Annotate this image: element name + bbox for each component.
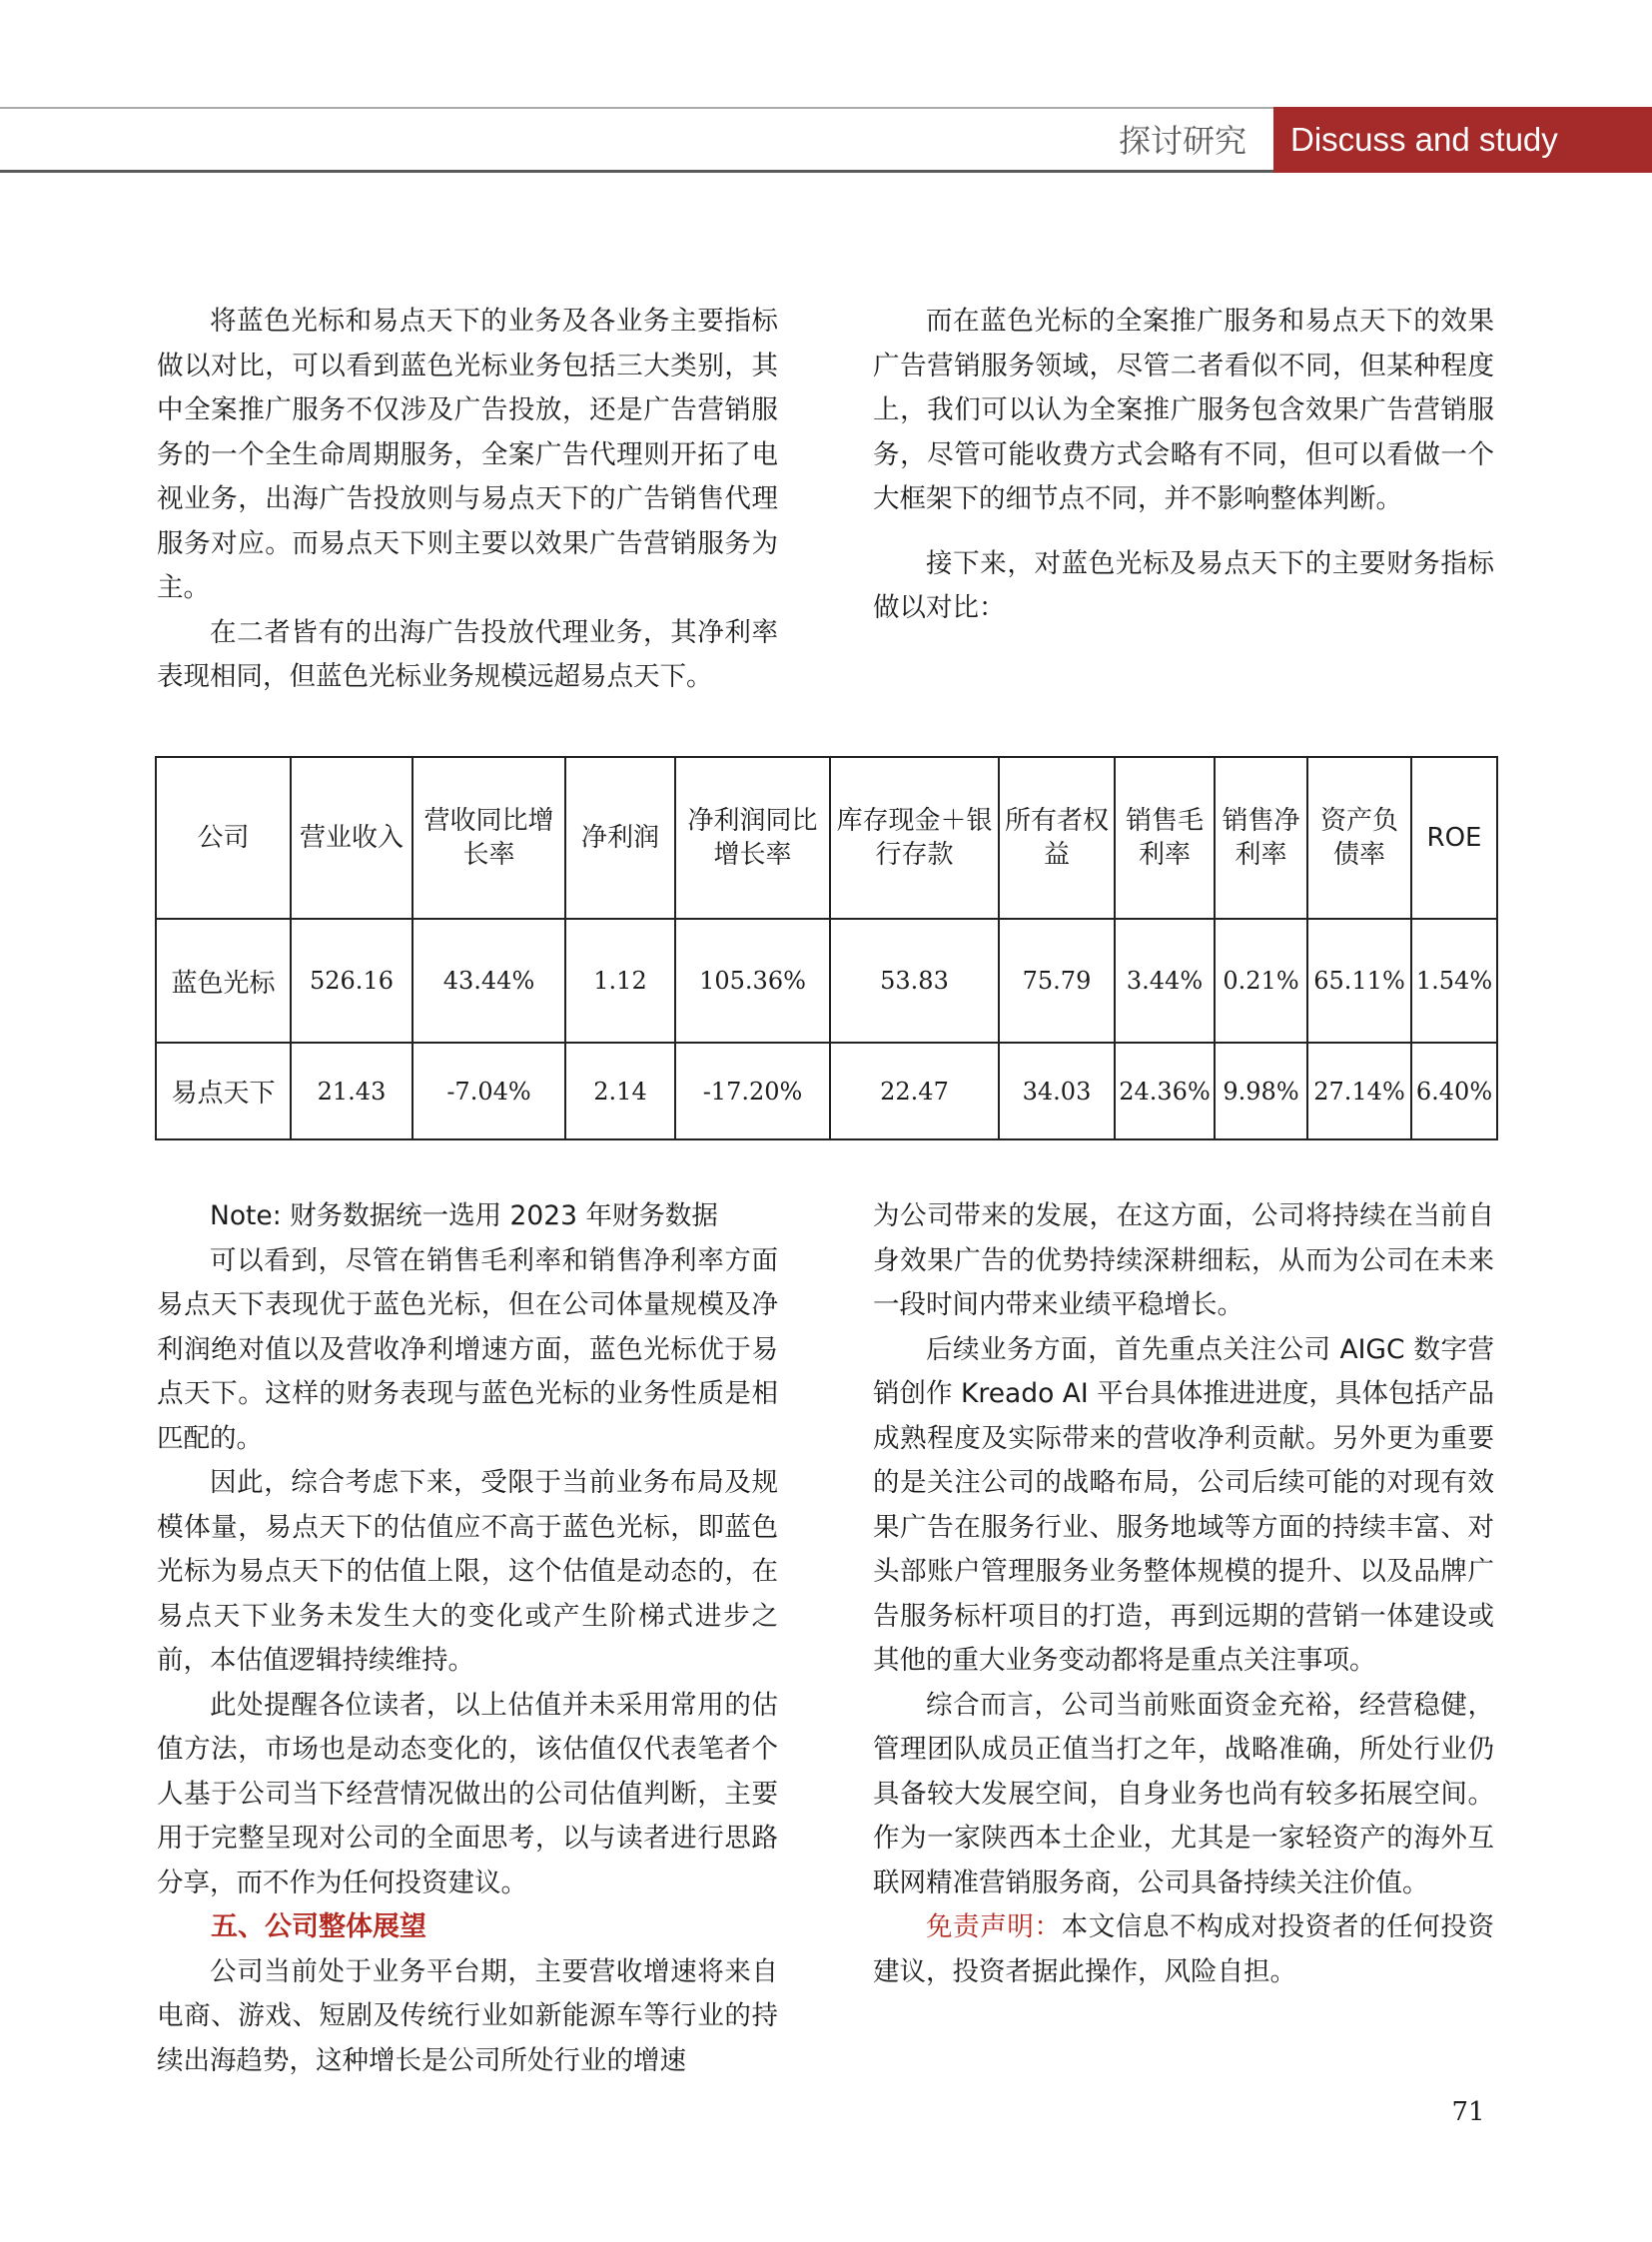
header-debt-ratio: 资产负债率 bbox=[1307, 757, 1411, 919]
paragraph: 综合而言，公司当前账面资金充裕，经营稳健，管理团队成员正值当打之年，战略准确，所处行业仍具备较大发展空间，自身业务也尚有较多拓展空间。作为一家陕西本土企业，尤其是一家轻资产的海外互联网精准营销服务商，公司具备持续关注价值。 bbox=[873, 1689, 1494, 1898]
cell-cash-deposits: 53.83 bbox=[830, 919, 999, 1043]
cell-company: 蓝色光标 bbox=[156, 919, 291, 1043]
paragraph: 此处提醒各位读者，以上估值并未采用常用的估值方法，市场也是动态变化的，该估值仅代表笔者个人基于公司当下经营情况做出的公司估值判断，主要用于完整呈现对公司的全面思考，以与读者进行思路分享，而不作为任何投资建议。 bbox=[157, 1689, 778, 1898]
financial-comparison-table bbox=[155, 756, 1498, 1140]
cell-roe: 1.54% bbox=[1411, 919, 1497, 1043]
cell-cash-deposits: 22.47 bbox=[830, 1043, 999, 1139]
cell-net-margin: 9.98% bbox=[1215, 1043, 1307, 1139]
header-bottom-rule bbox=[0, 170, 1273, 173]
header-company: 公司 bbox=[156, 757, 291, 919]
section-title-en: Discuss and study bbox=[1273, 107, 1652, 173]
header-cash-deposits: 库存现金＋银行存款 bbox=[830, 757, 999, 919]
paragraph: 后续业务方面，首先重点关注公司 AIGC 数字营销创作 Kreado AI 平台具体推进进度，具体包括产品成熟程度及实际带来的营收净利贡献。另外更为重要的是关注公司的战略布局，公司后续可能的对现有效果广告在服务行业、服务地域等方面的持续丰富、对头部账户管理服务业务整体规模的提升、以及品牌广告服务标杆项目的打造，再到远期的营销一体建设或其他的重大业务变动都将是重点关注事项。 bbox=[873, 1333, 1494, 1676]
cell-equity: 34.03 bbox=[999, 1043, 1115, 1139]
cell-net-profit-growth: 105.36% bbox=[675, 919, 830, 1043]
disclaimer bbox=[873, 1905, 1494, 1994]
paragraph: 可以看到，尽管在销售毛利率和销售净利率方面易点天下表现优于蓝色光标，但在公司体量规模及净利润绝对值以及营收净利增速方面，蓝色光标优于易点天下。这样的财务表现与蓝色光标的业务性质是相匹配的。 bbox=[157, 1244, 778, 1454]
paragraph: 在二者皆有的出海广告投放代理业务，其净利率表现相同，但蓝色光标业务规模远超易点天下。 bbox=[157, 616, 778, 692]
lower-right-column bbox=[873, 1194, 1494, 1994]
header-roe: ROE bbox=[1411, 757, 1497, 919]
cell-debt-ratio: 65.11% bbox=[1307, 919, 1411, 1043]
paragraph: 将蓝色光标和易点天下的业务及各业务主要指标做以对比，可以看到蓝色光标业务包括三大类别，其中全案推广服务不仅涉及广告投放，还是广告营销服务的一个全生命周期服务，全案广告代理则开拓了电视业务，出海广告投放则与易点天下的广告销售代理服务对应。而易点天下则主要以效果广告营销服务为主。 bbox=[157, 306, 778, 603]
upper-left-column bbox=[157, 300, 778, 700]
cell-revenue: 21.43 bbox=[291, 1043, 413, 1139]
table-row bbox=[156, 919, 1497, 1043]
paragraph-continuation: 为公司带来的发展，在这方面，公司将持续在当前自身效果广告的优势持续深耕细耘，从而为公司在未来一段时间内带来业绩平稳增长。 bbox=[873, 1200, 1494, 1320]
upper-right-column bbox=[873, 300, 1494, 631]
header-revenue-growth: 营收同比增长率 bbox=[413, 757, 565, 919]
header-gross-margin: 销售毛利率 bbox=[1115, 757, 1215, 919]
cell-net-margin: 0.21% bbox=[1215, 919, 1307, 1043]
paragraph: 公司当前处于业务平台期，主要营收增速将来自电商、游戏、短剧及传统行业如新能源车等行业的持续出海趋势，这种增长是公司所处行业的增速 bbox=[157, 1955, 778, 2076]
lower-left-column bbox=[157, 1194, 778, 2083]
cell-net-profit: 1.12 bbox=[565, 919, 675, 1043]
table-header-row bbox=[156, 757, 1497, 919]
cell-debt-ratio: 27.14% bbox=[1307, 1043, 1411, 1139]
table-note: Note: 财务数据统一选用 2023 年财务数据 bbox=[210, 1200, 718, 1231]
cell-gross-margin: 24.36% bbox=[1115, 1043, 1215, 1139]
table-row bbox=[156, 1043, 1497, 1139]
cell-revenue-growth: 43.44% bbox=[413, 919, 565, 1043]
header-revenue: 营业收入 bbox=[291, 757, 413, 919]
disclaimer-text: 本文信息不构成对投资者的任何投资建议，投资者据此操作，风险自担。 bbox=[873, 1911, 1494, 1987]
cell-company: 易点天下 bbox=[156, 1043, 291, 1139]
section-heading: 五、公司整体展望 bbox=[211, 1911, 426, 1942]
paragraph: 而在蓝色光标的全案推广服务和易点天下的效果广告营销服务领域，尽管二者看似不同，但某种程度上，我们可以认为全案推广服务包含效果广告营销服务，尽管可能收费方式会略有不同，但可以看做一个大框架下的细节点不同，并不影响整体判断。 bbox=[873, 306, 1494, 514]
paragraph: 接下来，对蓝色光标及易点天下的主要财务指标做以对比： bbox=[873, 547, 1494, 623]
page-number: 71 bbox=[1451, 2097, 1485, 2127]
section-title-cn: 探讨研究 bbox=[1119, 122, 1247, 160]
header-equity: 所有者权益 bbox=[999, 757, 1115, 919]
paragraph-gap bbox=[873, 522, 1494, 542]
cell-net-profit: 2.14 bbox=[565, 1043, 675, 1139]
header-net-profit-growth: 净利润同比增长率 bbox=[675, 757, 830, 919]
cell-net-profit-growth: -17.20% bbox=[675, 1043, 830, 1139]
disclaimer-label: 免责声明： bbox=[926, 1911, 1062, 1942]
cell-revenue: 526.16 bbox=[291, 919, 413, 1043]
cell-equity: 75.79 bbox=[999, 919, 1115, 1043]
cell-roe: 6.40% bbox=[1411, 1043, 1497, 1139]
cell-gross-margin: 3.44% bbox=[1115, 919, 1215, 1043]
cell-revenue-growth: -7.04% bbox=[413, 1043, 565, 1139]
header-net-profit: 净利润 bbox=[565, 757, 675, 919]
header-net-margin: 销售净利率 bbox=[1215, 757, 1307, 919]
paragraph: 因此，综合考虑下来，受限于当前业务布局及规模体量，易点天下的估值应不高于蓝色光标，即蓝色光标为易点天下的估值上限，这个估值是动态的，在易点天下业务未发生大的变化或产生阶梯式进步之前，本估值逻辑持续维持。 bbox=[157, 1467, 778, 1676]
